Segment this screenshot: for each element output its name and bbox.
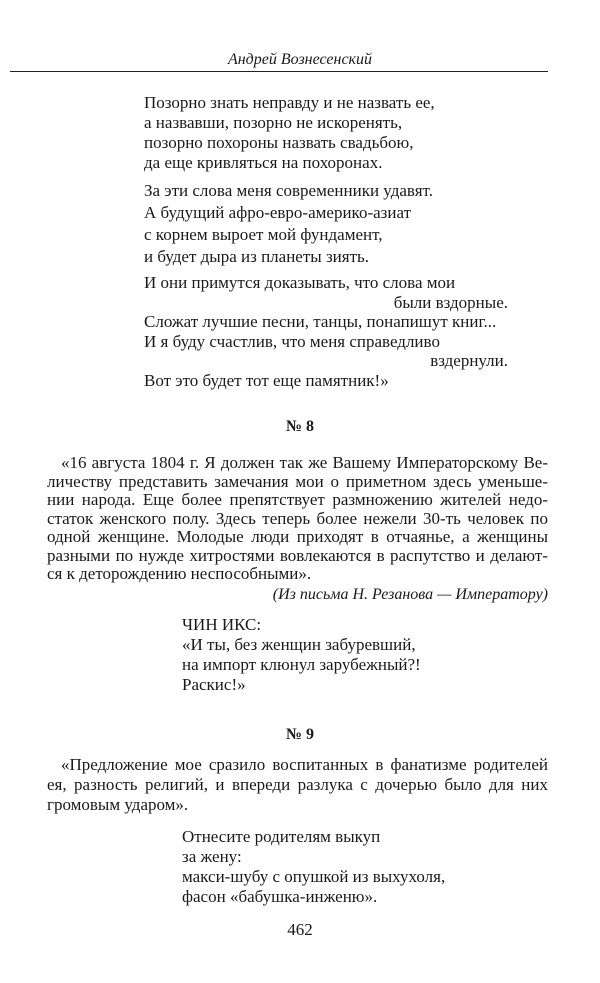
poem-stanza-1: [144, 93, 508, 173]
text-line: да еще кривляться на похоронах.: [144, 153, 383, 172]
text-line: одной женщине. Молодые люди приходят в отчаянье, а женщины: [47, 527, 548, 546]
poem-stanza-3: [144, 273, 508, 390]
chin-iks-verse: [182, 615, 522, 695]
text-line: макси-шубу с опушкой из выхухоля,: [182, 867, 446, 886]
text-line: нии народа. Еще более препятствует размножению жителей недо-: [47, 490, 548, 509]
poem-stanza-2: [144, 180, 508, 268]
text-line: с корнем выроет мой фундамент,: [144, 225, 383, 244]
text-line: И они примутся доказывать, что слова мои: [144, 273, 456, 292]
text-line: за жену:: [182, 847, 242, 866]
text-line: Раскис!»: [182, 675, 246, 694]
text-line: А будущий афро-евро-америко-азиат: [144, 203, 411, 222]
quote-attribution: (Из письма Н. Резанова — Императору): [272, 586, 548, 603]
text-line: Отнесите родителям выкуп: [182, 827, 381, 846]
text-line: на импорт клюнул зарубежный?!: [182, 655, 421, 674]
header-rule: [10, 71, 548, 72]
text-line: разными по нужде хитростями вовлекаются в распутство и делают-: [47, 545, 548, 565]
text-line: «Предложение мое сразило воспитанных в фанатизме родителей: [61, 755, 548, 774]
section-heading-8: № 8: [285, 418, 315, 435]
ransom-verse: [182, 827, 522, 907]
page-number: 462: [287, 920, 313, 939]
letter-quote-paragraph: [47, 454, 548, 584]
proposal-quote-paragraph: [47, 755, 548, 815]
text-line: вздернули.: [430, 351, 508, 370]
text-line: За эти слова меня современники удавят.: [144, 181, 433, 200]
text-line: ЧИН ИКС:: [182, 615, 262, 634]
text-line: громовым ударом».: [47, 795, 189, 814]
text-line: были вздорные.: [393, 292, 508, 312]
text-line: Вот это будет тот еще памятник!»: [144, 370, 389, 390]
text-line: а назвавши, позорно не искоренять,: [144, 113, 403, 132]
text-line: ея, разность религий, и впереди разлука с дочерью было для них: [47, 775, 548, 794]
running-header: Андрей Вознесенский: [227, 51, 373, 68]
text-line: «16 августа 1804 г. Я должен так же Вашему Императорскому Ве-: [61, 453, 548, 472]
text-line: фасон «бабушка-инженю».: [182, 887, 378, 906]
text-line: «И ты, без женщин забуревший,: [182, 635, 416, 654]
text-line: личеству представить замечания мои о приметном здесь уменьше-: [47, 471, 548, 491]
text-line: и будет дыра из планеты зиять.: [144, 247, 370, 266]
text-line: позорно похороны назвать свадьбою,: [144, 133, 414, 152]
text-line: И я буду счастлив, что меня справедливо: [144, 331, 440, 351]
section-heading-9: № 9: [285, 726, 315, 743]
text-line: Позорно знать неправду и не назвать ее,: [144, 93, 435, 112]
text-line: Сложат лучшие песни, танцы, понапишут книг...: [144, 312, 497, 331]
text-line: статок женского полу. Здесь теперь более нежели 30-ть человек по: [47, 508, 548, 528]
text-line: ся к деторождению неспособными».: [47, 564, 312, 583]
